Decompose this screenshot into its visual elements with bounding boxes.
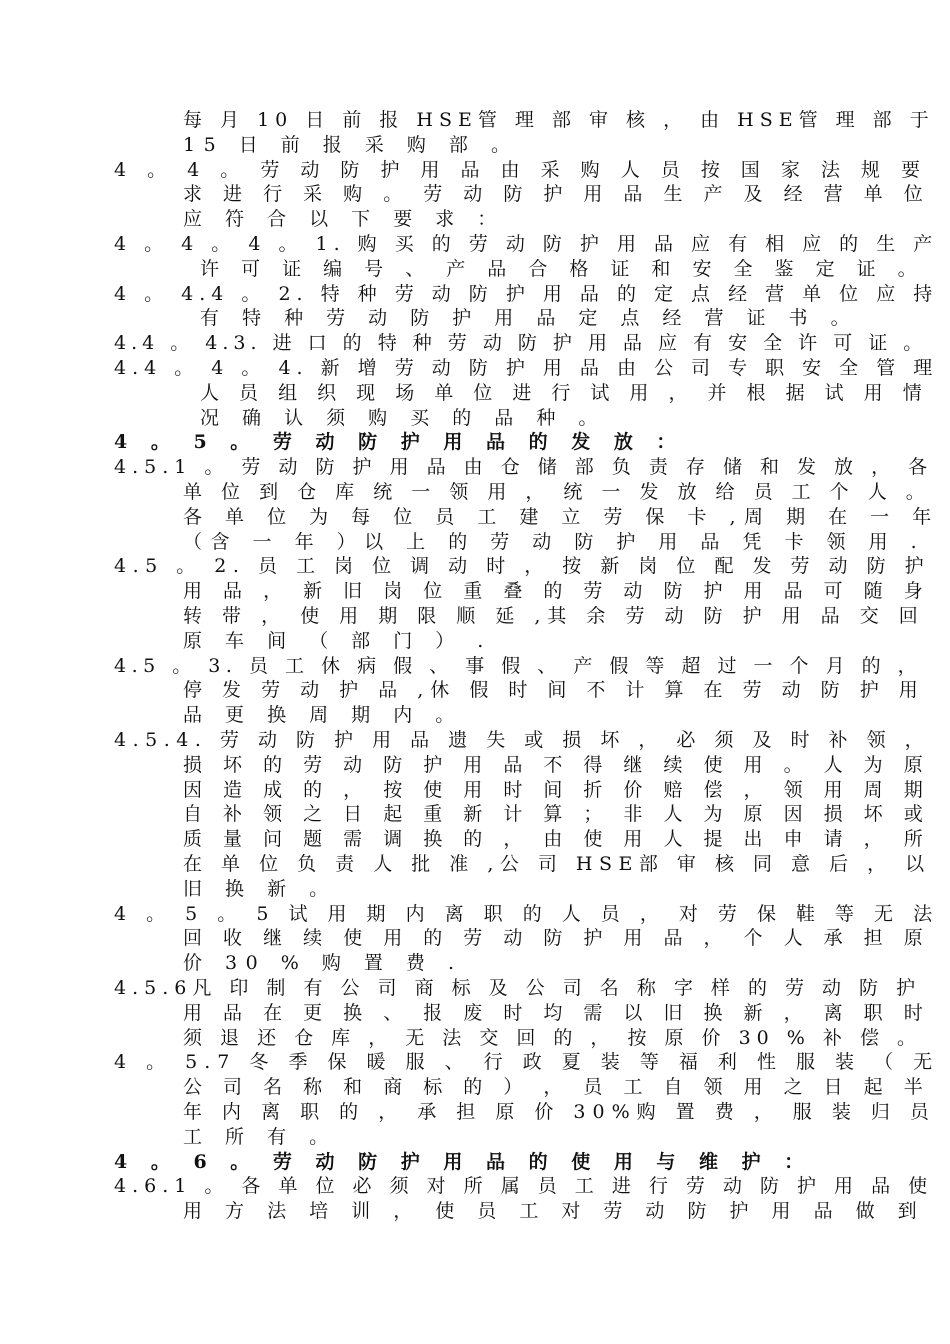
- text-line: 用 方 法 培 训 ， 使 员 工 对 劳 动 防 护 用 品 做 到: [183, 1200, 926, 1222]
- text-line: 损 坏 的 劳 动 防 护 用 品 不 得 继 续 使 用 。 人 为 原: [183, 754, 931, 776]
- text-line: 4 。 5 。 5 试 用 期 内 离 职 的 人 员 ， 对 劳 保 鞋 等 无 法: [114, 903, 940, 925]
- text-line: 15 日 前 报 采 购 部 。: [183, 134, 519, 156]
- text-line: 质 量 问 题 需 调 换 的 ， 由 使 用 人 提 出 申 请 ， 所: [183, 828, 931, 850]
- text-line: 4 。 4 。 4 。 1. 购 买 的 劳 动 防 护 用 品 应 有 相 应 的 生 产: [114, 233, 939, 255]
- text-line: 4.5 。 2. 员 工 岗 位 调 动 时 ， 按 新 岗 位 配 发 劳 动 防 护: [114, 555, 931, 577]
- text-line: 许 可 证 编 号 、 产 品 合 格 证 和 安 全 鉴 定 证 。: [200, 258, 925, 280]
- text-line: 年 内 离 职 的 ， 承 担 原 价 30%购 置 费 ， 服 装 归 员: [183, 1101, 936, 1123]
- text-line: 应 符 合 以 下 要 求 ：: [183, 208, 505, 230]
- text-line: 人 员 组 织 现 场 单 位 进 行 试 用 ， 并 根 据 试 用 情: [200, 382, 929, 404]
- text-line: 每 月 10 日 前 报 HSE管 理 部 审 核 ， 由 HSE管 理 部 于: [183, 109, 935, 131]
- text-line: 4 。 5.7 冬 季 保 暖 服 、 行 政 夏 装 等 福 利 性 服 装 （ 无: [114, 1051, 940, 1073]
- text-line: 4.5.6凡 印 制 有 公 司 商 标 及 公 司 名 称 字 样 的 劳 动 防 护: [114, 977, 922, 999]
- text-line: 4.6.1 。 各 单 位 必 须 对 所 属 员 工 进 行 劳 动 防 护 用 品 使: [114, 1175, 934, 1197]
- text-line: 4 。 4 。 劳 动 防 护 用 品 由 采 购 人 员 按 国 家 法 规 要: [114, 159, 928, 181]
- text-line: 自 补 领 之 日 起 重 新 计 算 ； 非 人 为 原 因 损 坏 或: [183, 803, 931, 825]
- text-line: 单 位 到 仓 库 统 一 领 用 ， 统 一 发 放 给 员 工 个 人 。: [183, 481, 932, 503]
- text-line: 4 。 4.4 。 2. 特 种 劳 动 防 护 用 品 的 定 点 经 营 单 位 应 持: [114, 283, 939, 305]
- text-line: 各 单 位 为 每 位 员 工 建 立 劳 保 卡 ,周 期 在 一 年: [183, 506, 940, 528]
- text-line: 在 单 位 负 责 人 批 准 ,公 司 HSE部 审 核 同 意 后 ， 以: [183, 853, 931, 875]
- text-line: 回 收 继 续 使 用 的 劳 动 防 护 用 品 ， 个 人 承 担 原: [183, 927, 931, 949]
- section-heading: 4 。 6 。 劳 动 防 护 用 品 的 使 用 与 维 护 ：: [114, 1151, 812, 1173]
- text-line: 停 发 劳 动 护 品 ,休 假 时 间 不 计 算 在 劳 动 防 护 用: [183, 679, 925, 701]
- text-line: 因 造 成 的 ， 按 使 用 时 间 折 价 赔 偿 ， 领 用 周 期: [183, 779, 931, 801]
- text-line: 求 进 行 采 购 。 劳 动 防 护 用 品 生 产 及 经 营 单 位: [183, 183, 931, 205]
- text-line: 况 确 认 须 购 买 的 品 种 。: [200, 407, 606, 429]
- text-line: 用 品 ， 新 旧 岗 位 重 叠 的 劳 动 防 护 用 品 可 随 身: [183, 580, 931, 602]
- text-line: 旧 换 新 。: [183, 878, 337, 900]
- text-line: 4.4 。 4 。 4. 新 增 劳 动 防 护 用 品 由 公 司 专 职 安 全 管 理: [114, 357, 939, 379]
- text-line: 工 所 有 。: [183, 1126, 337, 1148]
- text-line: 品 更 换 周 期 内 。: [183, 704, 463, 726]
- text-line: 公 司 名 称 和 商 标 的 ） ， 员 工 自 领 用 之 日 起 半: [183, 1076, 931, 1098]
- text-line: 4.5.1 。 劳 动 防 护 用 品 由 仓 储 部 负 责 存 储 和 发 放 ， 各: [114, 456, 934, 478]
- text-line: 原 车 间 （ 部 门 ） .: [183, 630, 492, 652]
- text-line: 4.4 。 4.3. 进 口 的 特 种 劳 动 防 护 用 品 应 有 安 全 许 可 证 。: [114, 332, 928, 354]
- text-line: 用 品 在 更 换 、 报 废 时 均 需 以 旧 换 新 ， 离 职 时: [183, 1002, 931, 1024]
- text-line: 转 带 ， 使 用 期 限 顺 延 ,其 余 劳 动 防 护 用 品 交 回: [183, 605, 925, 627]
- text-line: 价 30 % 购 置 费 .: [183, 952, 463, 974]
- text-line: 有 特 种 劳 动 防 护 用 品 定 点 经 营 证 书 。: [200, 307, 859, 329]
- text-line: （含 一 年 ）以 上 的 劳 动 防 护 用 品 凭 卡 领 用 .: [183, 531, 926, 553]
- section-heading: 4 。 5 。 劳 动 防 护 用 品 的 发 放 ：: [114, 431, 684, 453]
- text-line: 4.5.4. 劳 动 防 护 用 品 遗 失 或 损 坏 ， 必 须 及 时 补 领 ，: [114, 729, 931, 751]
- text-line: 4.5 。 3. 员 工 休 病 假 、 事 假 、 产 假 等 超 过 一 个 月 的 ，: [114, 655, 923, 677]
- text-line: 须 退 还 仓 库 ， 无 法 交 回 的 ， 按 原 价 30 % 补 偿 。: [183, 1027, 922, 1049]
